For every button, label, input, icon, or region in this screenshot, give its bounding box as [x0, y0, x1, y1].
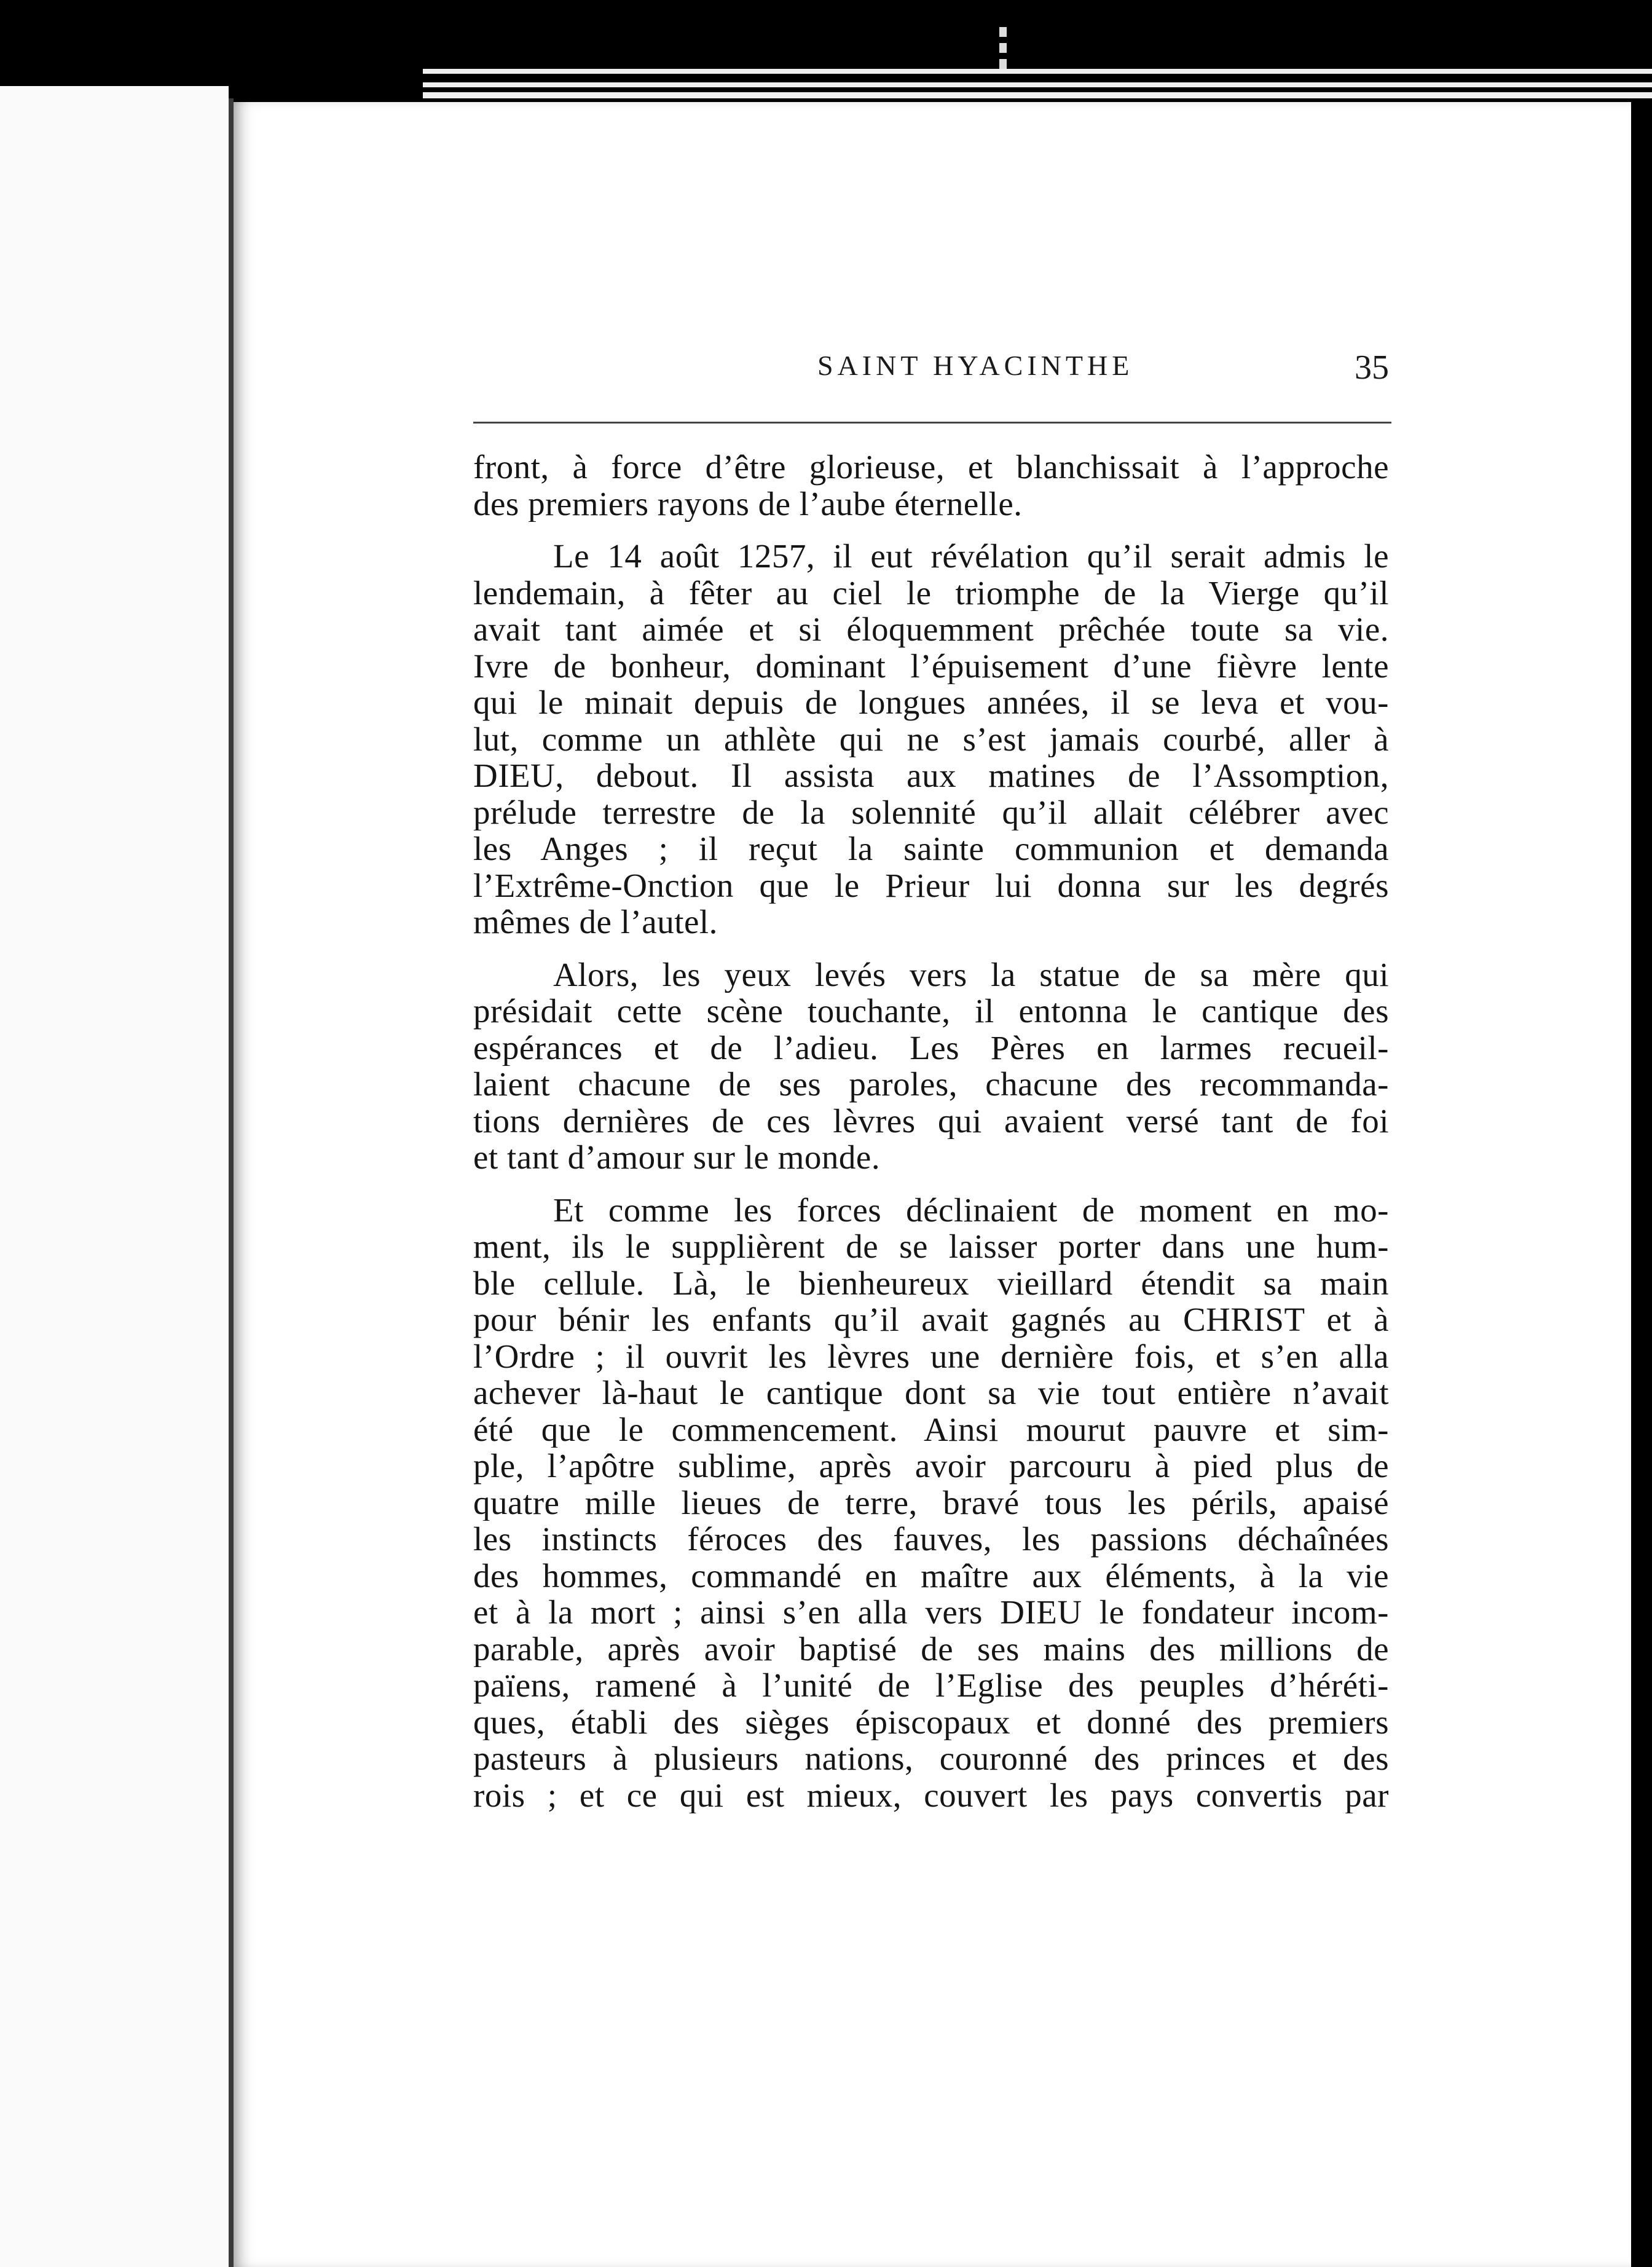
text-line: les Anges ; il reçut la sainte communion et demanda: [473, 830, 1389, 867]
text-line: espérances et de l’adieu. Les Pères en larmes recueil-: [473, 1029, 1389, 1066]
paragraph: [473, 449, 1389, 522]
paragraph: [473, 956, 1389, 1176]
text-line: ment, ils le supplièrent de se laisser porter dans une hum-: [473, 1228, 1389, 1265]
text-line: avait tant aimée et si éloquemment prêchée toute sa vie.: [473, 611, 1389, 648]
body-text: [473, 449, 1389, 1813]
text-line: des hommes, commandé en maître aux éléments, à la vie: [473, 1557, 1389, 1594]
header-rule: [473, 422, 1391, 424]
text-line: lut, comme un athlète qui ne s’est jamais courbé, aller à: [473, 720, 1389, 757]
text-line: DIEU, debout. Il assista aux matines de l’Assomption,: [473, 757, 1389, 794]
text-line: achever là-haut le cantique dont sa vie tout entière n’avait: [473, 1374, 1389, 1411]
text-line: Ivre de bonheur, dominant l’épuisement d’une fièvre lente: [473, 647, 1389, 684]
text-line: Et comme les forces déclinaient de moment en mo-: [553, 1191, 1389, 1228]
text-line: ble cellule. Là, le bienheureux vieillard étendit sa main: [473, 1264, 1389, 1301]
page-stack-edge: [423, 92, 1652, 98]
left-page-edge: [229, 98, 234, 2267]
text-line: les instincts féroces des fauves, les passions déchaînées: [473, 1521, 1389, 1558]
paragraph: [473, 538, 1389, 940]
text-line: pour bénir les enfants qu’il avait gagnés au CHRIST et à: [473, 1301, 1389, 1338]
binding-marks: [999, 27, 1007, 82]
text-line: front, à force d’être glorieuse, et blanchissait à l’approche: [473, 449, 1389, 486]
text-line: laient chacune de ses paroles, chacune des recommanda-: [473, 1066, 1389, 1103]
text-line: païens, ramené à l’unité de l’Eglise des peuples d’héréti-: [473, 1667, 1389, 1704]
text-line: l’Ordre ; il ouvrit les lèvres une dernière fois, et s’en alla: [473, 1338, 1389, 1374]
text-line: des premiers rayons de l’aube éternelle.: [473, 485, 1023, 522]
running-head: SAINT HYACINTHE: [817, 350, 1134, 381]
text-line: parable, après avoir baptisé de ses mains des millions de: [473, 1630, 1389, 1667]
text-line: prélude terrestre de la solennité qu’il allait célébrer avec: [473, 794, 1389, 830]
text-line: tions dernières de ces lèvres qui avaient versé tant de foi: [473, 1102, 1389, 1139]
text-line: et à la mort ; ainsi s’en alla vers DIEU le fondateur incom-: [473, 1594, 1389, 1631]
text-line: été que le commencement. Ainsi mourut pauvre et sim-: [473, 1411, 1389, 1448]
text-line: ques, établi des sièges épiscopaux et donné des premiers: [473, 1703, 1389, 1740]
left-page: [0, 86, 229, 2267]
page-number: 35: [1355, 349, 1389, 387]
text-line: mêmes de l’autel.: [473, 904, 718, 940]
text-line: présidait cette scène touchante, il entonna le cantique des: [473, 993, 1389, 1030]
text-line: et tant d’amour sur le monde.: [473, 1139, 881, 1176]
page-stack-edge: [423, 82, 1652, 87]
paragraph: [473, 1192, 1389, 1814]
text-line: Alors, les yeux levés vers la statue de sa mère qui: [553, 956, 1389, 993]
text-line: Le 14 août 1257, il eut révélation qu’il serait admis le: [553, 538, 1389, 575]
text-line: qui le minait depuis de longues années, il se leva et vou-: [473, 684, 1389, 721]
text-line: rois ; et ce qui est mieux, couvert les pays convertis par: [473, 1776, 1389, 1813]
text-line: quatre mille lieues de terre, bravé tous les périls, apaisé: [473, 1484, 1389, 1521]
text-line: lendemain, à fêter au ciel le triomphe de la Vierge qu’il: [473, 574, 1389, 611]
text-line: l’Extrême-Onction que le Prieur lui donna sur les degrés: [473, 867, 1389, 904]
page-stack-edge: [423, 69, 1652, 74]
text-line: ple, l’apôtre sublime, après avoir parcouru à pied plus de: [473, 1448, 1389, 1484]
text-line: pasteurs à plusieurs nations, couronné des princes et des: [473, 1740, 1389, 1777]
